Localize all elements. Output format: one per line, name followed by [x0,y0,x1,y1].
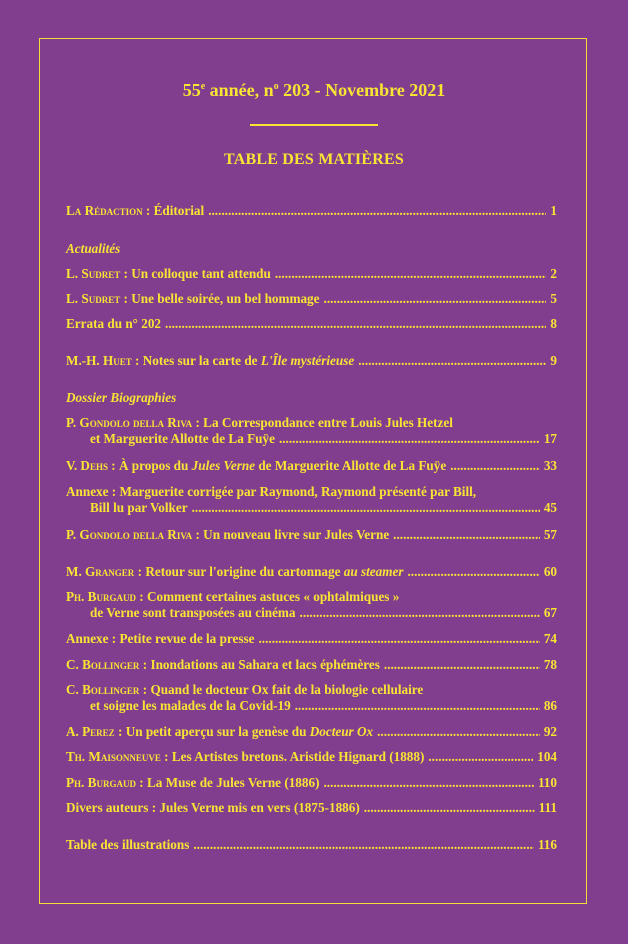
toc-entry[interactable]: Errata du n° 202 ..... 8 [66,316,557,332]
section-heading: Dossier Biographies [66,390,177,405]
toc-title: TABLE DES MATIÈRES [224,151,404,168]
toc-entry[interactable]: P. Gondolo della Riva : Un nouveau livre sur Jules Verne ..... 57 [66,527,557,543]
toc-entry[interactable]: C. Bollinger : Inondations au Sahara et lacs éphémères ..... 78 [66,657,557,673]
toc-entry[interactable]: Ph. Burgaud : La Muse de Jules Verne (1886) ..... 110 [66,775,557,791]
toc-entry[interactable]: La Rédaction : Éditorial ..... 1 [66,203,557,219]
toc-entry[interactable]: P. Gondolo della Riva : La Correspondance entre Louis Jules Hetzel et Marguerite Allotte de La Fuÿe ..... 17 [66,415,557,447]
issue-heading: 55e année, $n^o$ 203 - Novembre 2021 [182,80,446,100]
toc-entry[interactable]: L. Sudret : Un colloque tant attendu ..... 2 [66,266,557,282]
toc-entry[interactable]: V. Dehs : À propos du Jules Verne de Marguerite Allotte de La Fuÿe ..... 33 [66,458,557,474]
toc-entry[interactable]: M.-H. Huet : Notes sur la carte de L'Île mystérieuse ..... 9 [66,353,557,369]
toc-entry[interactable]: Divers auteurs : Jules Verne mis en vers (1875-1886) ..... 111 [66,800,557,816]
section-heading: Actualités [66,241,121,256]
toc-entry[interactable]: A. Perez : Un petit aperçu sur la genèse du Docteur Ox ..... 92 [66,724,557,740]
toc-entry[interactable]: Annexe : Marguerite corrigée par Raymond, Raymond présenté par Bill, Bill lu par Volker ..... 45 [66,484,557,516]
toc-entry[interactable]: L. Sudret : Une belle soirée, un bel hommage ..... 5 [66,291,557,307]
toc-entry[interactable]: Ph. Burgaud : Comment certaines astuces « ophtalmiques » de Verne sont transposées au cinéma ..... 67 [66,589,557,621]
toc-entry[interactable]: Table des illustrations ..... 116 [66,837,557,853]
toc-entry[interactable]: Th. Maisonneuve : Les Artistes bretons. Aristide Hignard (1888) ..... 104 [66,749,557,765]
toc-entry[interactable]: M. Granger : Retour sur l'origine du cartonnage au steamer ..... 60 [66,564,557,580]
toc-entry[interactable]: Annexe : Petite revue de la presse ..... 74 [66,631,557,647]
heading-divider [250,124,378,126]
toc-entry[interactable]: C. Bollinger : Quand le docteur Ox fait de la biologie cellulaire et soigne les malades de la Covid-19 ..... 86 [66,682,557,714]
